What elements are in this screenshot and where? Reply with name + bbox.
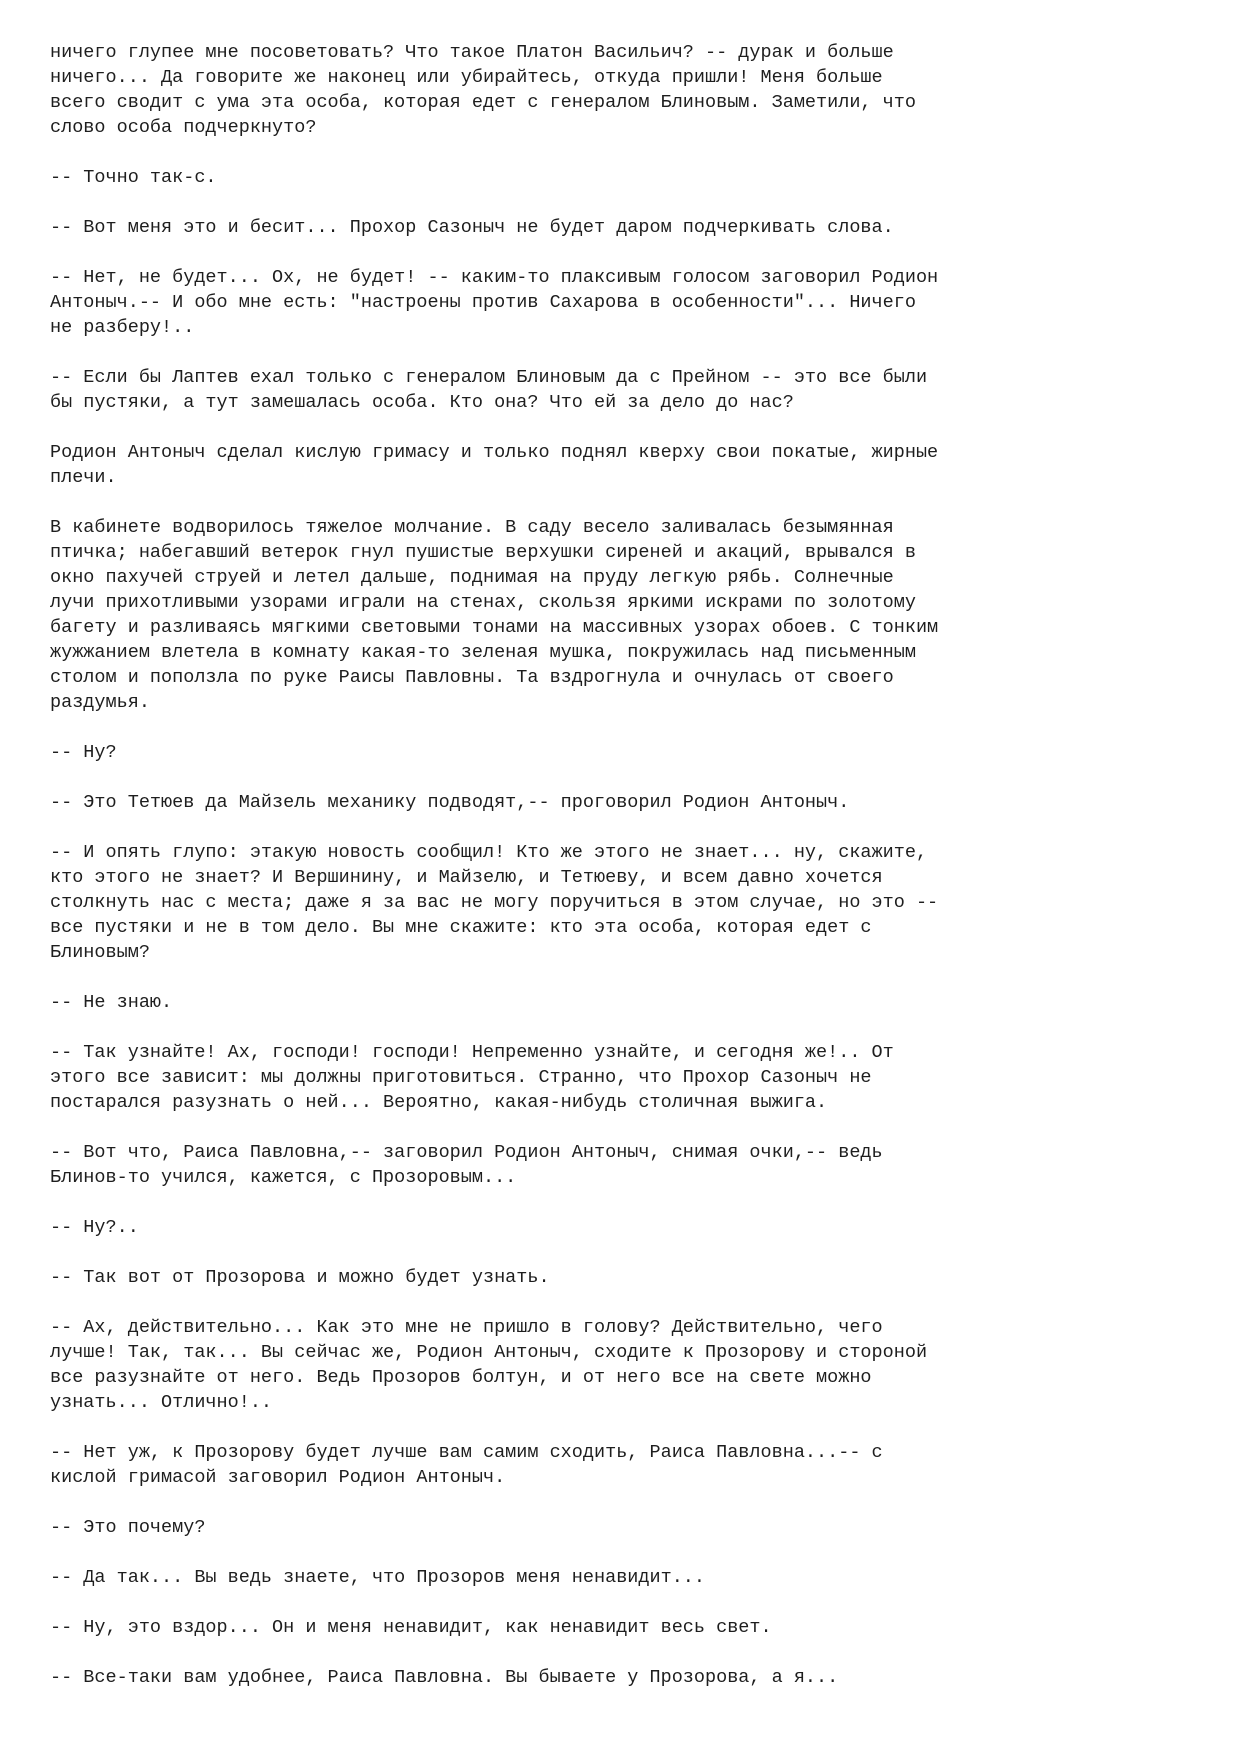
paragraph: -- Так вот от Прозорова и можно будет узнать. xyxy=(50,1267,550,1288)
paragraph: -- Вот что, Раиса Павловна,-- заговорил Родион Антоныч, снимая очки,-- ведь Блинов-то учился, кажется, с Прозоровым... xyxy=(50,1142,883,1188)
paragraph: -- Нет, не будет... Ох, не будет! -- каким-то плаксивым голосом заговорил Родион Антоныч.-- И обо мне есть: "настроены против Сахарова в особенности"... Ничего не разберу!.. xyxy=(50,267,939,338)
paragraph: -- Все-таки вам удобнее, Раиса Павловна. Вы бываете у Прозорова, а я... xyxy=(50,1667,839,1688)
paragraph: -- Ну? xyxy=(50,742,117,763)
paragraph: -- Точно так-с. xyxy=(50,167,217,188)
paragraph: -- Это почему? xyxy=(50,1517,206,1538)
paragraph: -- Ну?.. xyxy=(50,1217,139,1238)
paragraph: Родион Антоныч сделал кислую гримасу и только поднял кверху свои покатые, жирные плечи. xyxy=(50,442,939,488)
paragraph: -- Да так... Вы ведь знаете, что Прозоров меня ненавидит... xyxy=(50,1567,706,1588)
paragraph: В кабинете водворилось тяжелое молчание. В саду весело заливалась безымянная птичка; набегавший ветерок гнул пушистые верхушки сиреней и акаций, врывался в окно пахучей струей и летел дальше, поднимая на пруду легкую рябь. Солнечные лучи прихотливыми узорами играли на стенах, скользя яркими искрами по золотому багету и разливаясь мягкими световыми тонами на массивных узорах обоев. С тонким жужжанием влетела в комнату какая-то зеленая мушка, покружилась над письменным столом и поползла по руке Раисы Павловны. Та вздрогнула и очнулась от своего раздумья. xyxy=(50,517,939,713)
paragraph: -- Вот меня это и бесит... Прохор Сазоныч не будет даром подчеркивать слова. xyxy=(50,217,894,238)
document-page xyxy=(50,40,1200,1715)
paragraph: ничего глупее мне посоветовать? Что такое Платон Васильич? -- дурак и больше ничего... Да говорите же наконец или убирайтесь, откуда пришли! Меня больше всего сводит с ума эта особа, которая едет с генералом Блиновым. Заметили, что слово особа подчеркнуто? xyxy=(50,42,916,138)
paragraph: -- Ах, действительно... Как это мне не пришло в голову? Действительно, чего лучше! Так, так... Вы сейчас же, Родион Антоныч, сходите к Прозорову и стороной все разузнайте от него. Ведь Прозоров болтун, и от него все на свете можно узнать... Отлично!.. xyxy=(50,1317,928,1413)
paragraph: -- Ну, это вздор... Он и меня ненавидит, как ненавидит весь свет. xyxy=(50,1617,772,1638)
paragraph: -- И опять глупо: этакую новость сообщил! Кто же этого не знает... ну, скажите, кто этого не знает? И Вершинину, и Майзелю, и Тетюеву, и всем давно хочется столкнуть нас с места; даже я за вас не могу поручиться в этом случае, но это -- все пустяки и не в том дело. Вы мне скажите: кто эта особа, которая едет с Блиновым? xyxy=(50,842,939,963)
paragraph: -- Если бы Лаптев ехал только с генералом Блиновым да с Прейном -- это все были бы пустяки, а тут замешалась особа. Кто она? Что ей за дело до нас? xyxy=(50,367,928,413)
paragraph: -- Это Тетюев да Майзель механику подводят,-- проговорил Родион Антоныч. xyxy=(50,792,850,813)
paragraph: -- Не знаю. xyxy=(50,992,173,1013)
paragraph: -- Нет уж, к Прозорову будет лучше вам самим сходить, Раиса Павловна...-- с кислой гримасой заговорил Родион Антоныч. xyxy=(50,1442,883,1488)
paragraph: -- Так узнайте! Ах, господи! господи! Непременно узнайте, и сегодня же!.. От этого все зависит: мы должны приготовиться. Странно, что Прохор Сазоныч не постарался разузнать о ней... Вероятно, какая-нибудь столичная выжига. xyxy=(50,1042,894,1113)
